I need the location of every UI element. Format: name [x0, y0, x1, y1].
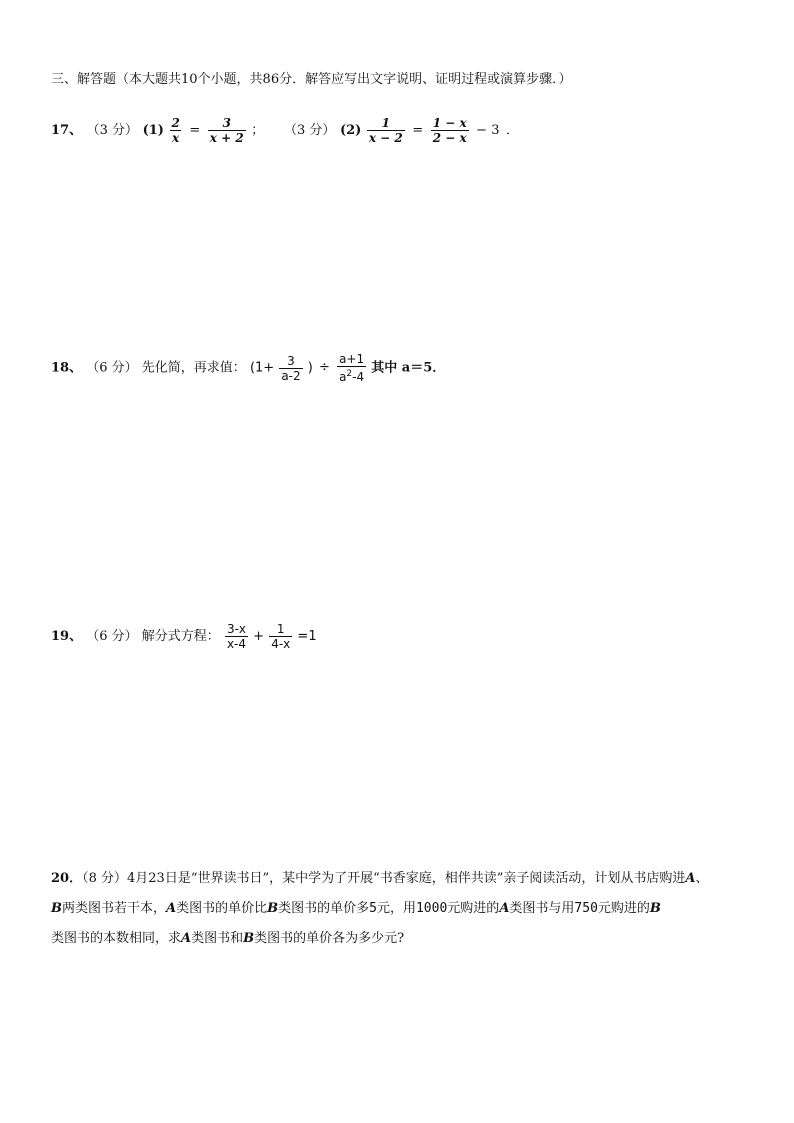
q17-p2-rhs-fraction: [431, 116, 469, 145]
q17-p1-rhs-numerator: 3: [222, 116, 231, 130]
q17-p2-rhs-denominator: 2 − x: [432, 131, 467, 145]
q17-p2-lhs-numerator: 1: [381, 116, 390, 130]
q18-divide: ÷: [319, 360, 330, 375]
q18-f2-numerator: a+1: [339, 352, 365, 366]
q20-score: （8 分）: [82, 871, 127, 886]
q18-text: 先化简，再求值：: [141, 360, 246, 376]
q20-var-b: B: [649, 901, 661, 916]
question-17-part-2: [284, 116, 519, 145]
q20-line-1: [51, 864, 751, 894]
q17-p2-rhs-numerator: 1 − x: [432, 116, 467, 130]
q20-number-1000: 1000: [415, 901, 448, 916]
q18-f2-den-tail: -4: [352, 370, 365, 384]
q20-text-6: 元购进的: [447, 901, 500, 916]
q17-part-1-label: (1): [142, 123, 164, 138]
q18-close-paren: ): [307, 360, 313, 376]
q20-var-a: A: [181, 931, 192, 946]
q20-text-4: 类图书的单价多: [278, 901, 370, 916]
question-19: [51, 622, 317, 652]
question-20: [51, 864, 751, 954]
q17-p1-lhs-denominator: x: [172, 131, 180, 145]
q17-p2-tail: − 3: [476, 122, 500, 138]
section-heading: [51, 71, 572, 89]
q18-f2-den-exponent: 2: [346, 369, 353, 379]
q17-p1-equals: =: [189, 122, 201, 138]
q20-text-9: 类图书的本数相同，求: [51, 931, 182, 946]
q18-open-paren: (1+: [249, 360, 275, 376]
q17-p1-lhs-fraction: [169, 116, 181, 145]
q20-line-3: [51, 924, 751, 954]
q20-var-a: A: [499, 901, 510, 916]
q20-text-10: 类图书和: [191, 931, 244, 946]
q18-tail: 其中 a＝5．: [371, 360, 446, 376]
q18-fraction-1: [279, 354, 302, 383]
q17-p2-equals: =: [412, 122, 424, 138]
q17-p1-rhs-denominator: x + 2: [209, 131, 244, 145]
q17-p1-rhs-fraction: [208, 116, 246, 145]
q18-score: （6 分）: [86, 360, 138, 376]
q17-p1-lhs-numerator: 2: [171, 116, 180, 130]
section-heading-text: 三、解答题（本大题共10个小题，共86分．解答应写出文字说明、证明过程或演算步骤．）: [51, 72, 572, 87]
q17-p2-lhs-fraction: [367, 116, 405, 145]
q19-fraction-2: [269, 622, 292, 651]
q19-f1-denominator: x-4: [226, 637, 247, 651]
q17-score-1: （3 分）: [86, 123, 139, 138]
q20-text-11: 类图书的单价各为多少元?: [254, 931, 405, 946]
q20-number-5: 5: [369, 901, 377, 916]
q20-text-1: 4月23日是“世界读书日”，某中学为了开展“书香家庭，相伴共读”亲子阅读活动，计划从书店购进: [127, 871, 686, 886]
q18-number: 18、: [51, 360, 83, 376]
q17-p2-lhs-denominator: x − 2: [368, 131, 403, 145]
q19-f2-numerator: 1: [276, 622, 285, 636]
q19-fraction-1: [225, 622, 248, 651]
q19-f2-denominator: 4-x: [271, 637, 291, 651]
q18-f1-numerator: 3: [287, 353, 295, 368]
q19-f1-numerator: 3-x: [226, 622, 247, 636]
q17-p2-period: ．: [506, 123, 520, 138]
q20-text-3: 类图书的单价比: [176, 901, 268, 916]
q18-f2-den-base: a: [339, 370, 347, 384]
q17-p1-semicolon: ；: [251, 123, 265, 138]
q20-var-a: A: [685, 871, 696, 886]
q20-text-8: 元购进的: [597, 901, 650, 916]
q18-fraction-2: [337, 352, 366, 384]
q20-number-750: 750: [574, 901, 598, 916]
q17-part-2-label: (2): [339, 123, 362, 138]
q19-text: 解分式方程：: [141, 629, 220, 644]
q20-var-a: A: [166, 901, 177, 916]
q20-var-b: B: [243, 931, 255, 946]
q20-line-2: [51, 894, 751, 924]
q20-text-7: 类图书与用: [509, 901, 575, 916]
q17-number: 17、: [51, 123, 83, 138]
q20-number: 20．: [51, 871, 83, 886]
q20-var-b: B: [51, 901, 62, 916]
question-17: [51, 116, 264, 145]
q19-rhs: =1: [297, 629, 317, 644]
q17-score-2: （3 分）: [284, 123, 336, 138]
q19-score: （6 分）: [86, 629, 138, 644]
q20-separator: 、: [695, 871, 709, 886]
q20-var-b: B: [267, 901, 279, 916]
q18-f1-denominator: a-2: [281, 368, 301, 383]
q19-number: 19、: [51, 629, 83, 644]
q20-text-5: 元，用: [376, 901, 416, 916]
q19-plus: +: [253, 629, 265, 644]
q20-text-2: 两类图书若干本，: [62, 901, 167, 916]
question-18: [51, 352, 445, 384]
q18-f2-denominator: [337, 366, 366, 384]
